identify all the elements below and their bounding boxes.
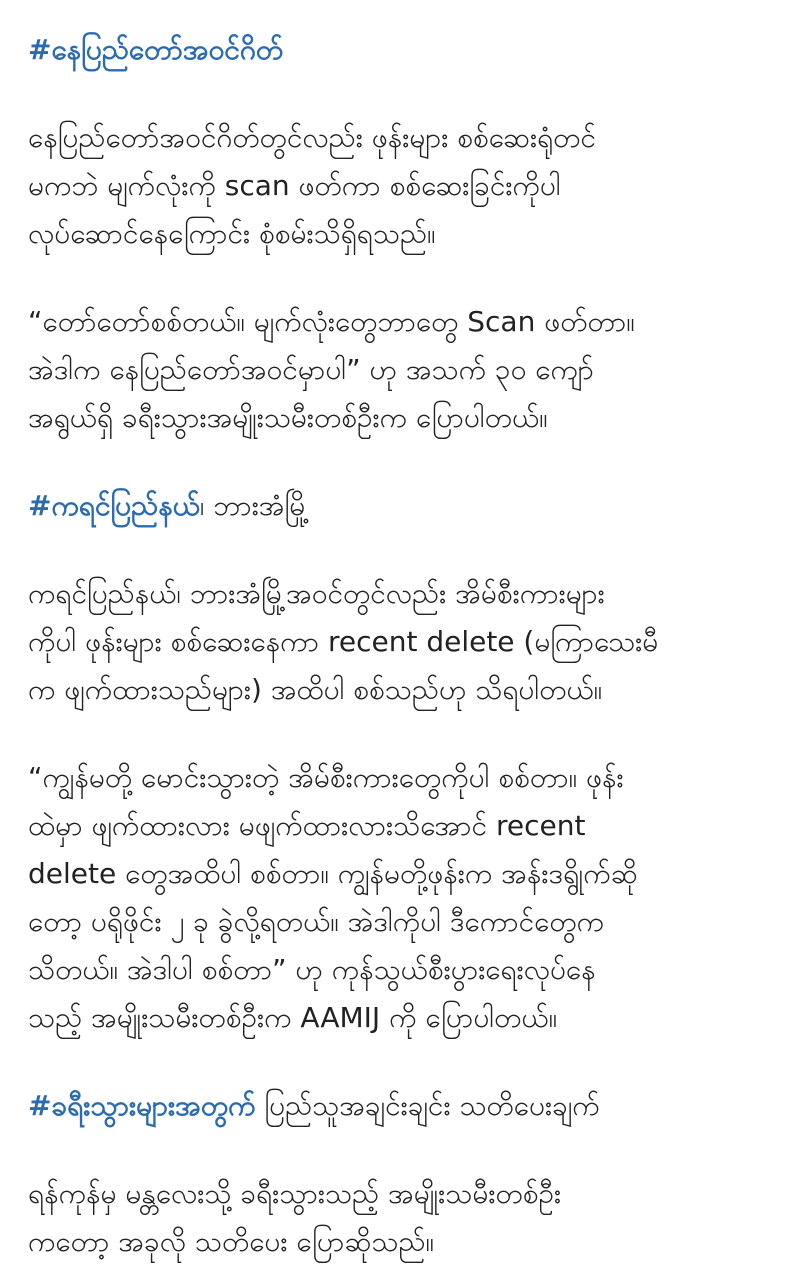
paragraph-line: ကရင်ပြည်နယ်၊ ဘားအံမြို့အဝင်တွင်လည်း အိမ်စီးကားများ — [28, 577, 605, 610]
hashtag-link-travellers[interactable]: #ခရီးသွားများအတွက် — [28, 1089, 256, 1122]
paragraph-line: လုပ်ဆောင်နေကြောင်း စုံစမ်းသိရှိရသည်။ — [28, 217, 436, 250]
heading-rest: ၊ ဘားအံမြို့ — [199, 489, 310, 522]
paragraph — [28, 114, 760, 258]
paragraph — [28, 1170, 760, 1266]
article — [28, 26, 760, 1266]
paragraph-line: ကတော့ အခုလို သတိပေး ပြောဆိုသည်။ — [28, 1225, 435, 1258]
paragraph-line: “တော်တော်စစ်တယ်။ မျက်လုံးတွေဘာတွေ Scan ဖတ်တာ။ — [28, 305, 635, 338]
heading-rest: ပြည်သူအချင်းချင်း သတိပေးချက် — [255, 1089, 600, 1122]
hashtag-link-kayin[interactable]: #ကရင်ပြည်နယ် — [28, 489, 200, 522]
paragraph-line: နေပြည်တော်အဝင်ဂိတ်တွင်လည်း ဖုန်းများ စစ်ဆေးရုံတင် — [28, 121, 596, 154]
section-heading-kayin — [28, 482, 760, 530]
paragraph-line: သည့် အမျိုးသမီးတစ်ဦးက AAMIJ ကို ပြောပါတယ်။ — [28, 1001, 558, 1034]
paragraph-line: တော့ ပရိုဖိုင်း ၂ ခု ခွဲလို့ရတယ်။ အဲဒါကိုပါ ဒီကောင်တွေက — [28, 905, 605, 938]
paragraph-line: အဲဒါက နေပြည်တော်အဝင်မှာပါ” ဟု အသက် ၃၀ ကျော် — [28, 353, 594, 386]
paragraph-line: delete တွေအထိပါ စစ်တာ။ ကျွန်မတို့ဖုန်းက အန်းဒရွိုက်ဆို — [28, 857, 638, 890]
quote-paragraph — [28, 754, 760, 1042]
paragraph-line: သိတယ်။ အဲဒါပါ စစ်တာ” ဟု ကုန်သွယ်စီးပွားရေးလုပ်နေ — [28, 953, 596, 986]
paragraph-line: ရန်ကုန်မှ မန္တလေးသို့ ခရီးသွားသည့် အမျိုးသမီးတစ်ဦး — [28, 1177, 562, 1210]
hashtag-link-naypyitaw[interactable]: #နေပြည်တော်အဝင်ဂိတ် — [28, 33, 284, 66]
section-heading-travellers — [28, 1082, 760, 1130]
paragraph-line: က ဖျက်ထားသည်များ) အထိပါ စစ်သည်ဟု သိရပါတယ်။ — [28, 673, 603, 706]
paragraph — [28, 570, 760, 714]
paragraph-line: ထဲမှာ ဖျက်ထားလား မဖျက်ထားလားသိအောင် recent — [28, 809, 586, 842]
quote-paragraph — [28, 298, 760, 442]
paragraph-line: “ကျွန်မတို့ မောင်းသွားတဲ့ အိမ်စီးကားတွေကိုပါ စစ်တာ။ ဖုန်း — [28, 761, 624, 794]
paragraph-line: ကိုပါ ဖုန်းများ စစ်ဆေးနေကာ recent delete (မကြာသေးမီ — [28, 625, 659, 658]
paragraph-line: မကဘဲ မျက်လုံးကို scan ဖတ်ကာ စစ်ဆေးခြင်းကိုပါ — [28, 169, 561, 202]
paragraph-line: အရွယ်ရှိ ခရီးသွားအမျိုးသမီးတစ်ဦးက ပြောပါတယ်။ — [28, 401, 548, 434]
section-heading-naypyitaw — [28, 26, 760, 74]
